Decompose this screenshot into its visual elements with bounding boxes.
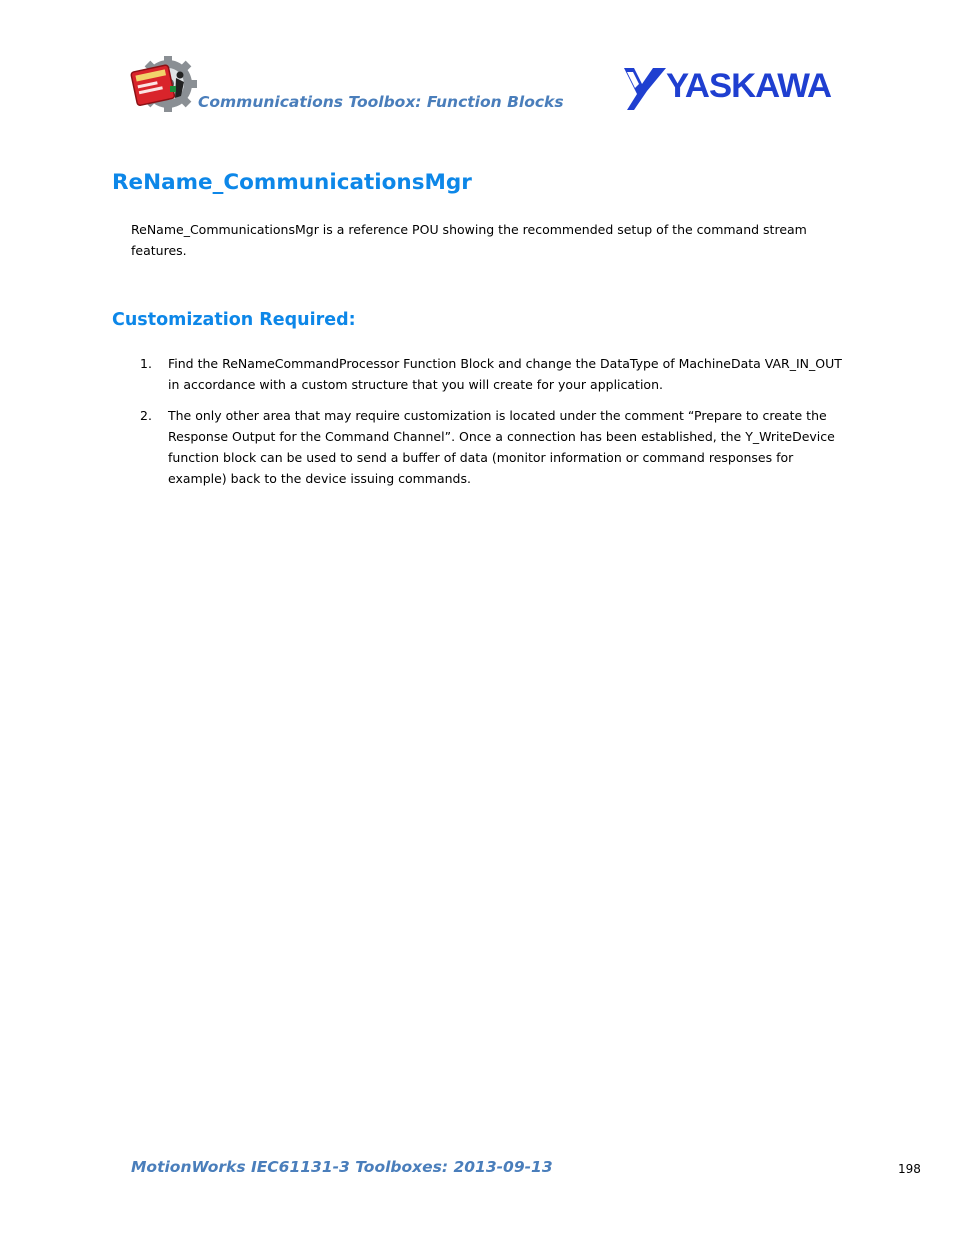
toolbox-gear-logo-icon: [130, 56, 198, 112]
footer-title: MotionWorks IEC61131-3 Toolboxes: 2013-09-13: [131, 1158, 553, 1176]
page-number: 198: [898, 1162, 921, 1176]
section-title: Customization Required:: [112, 310, 356, 330]
intro-paragraph: ReName_CommunicationsMgr is a reference POU showing the recommended setup of the command stream features.: [131, 222, 807, 258]
header-title: Communications Toolbox: Function Blocks: [198, 93, 564, 111]
customization-steps-list: [140, 353, 850, 499]
list-item: [140, 353, 850, 395]
step-number: 1.: [140, 356, 152, 371]
page-title: ReName_CommunicationsMgr: [112, 170, 472, 195]
step-text: Find the ReNameCommandProcessor Function Block and change the DataType of MachineData VAR_IN_OUT in accordance with a custom structure that you will create for your application.: [168, 356, 842, 392]
step-number: 2.: [140, 408, 152, 423]
step-text: The only other area that may require customization is located under the comment “Prepare to create the Response Output for the Command Channel”. Once a connection has been established, the Y_WriteDevice function block can be used to send a buffer of data (monitor information or command responses for example) back to the device issuing commands.: [168, 408, 835, 486]
list-item: [140, 405, 850, 489]
yaskawa-logo: [622, 66, 844, 112]
brand-wordmark: YASKAWA: [666, 67, 832, 105]
yaskawa-mark-icon: [622, 66, 668, 112]
